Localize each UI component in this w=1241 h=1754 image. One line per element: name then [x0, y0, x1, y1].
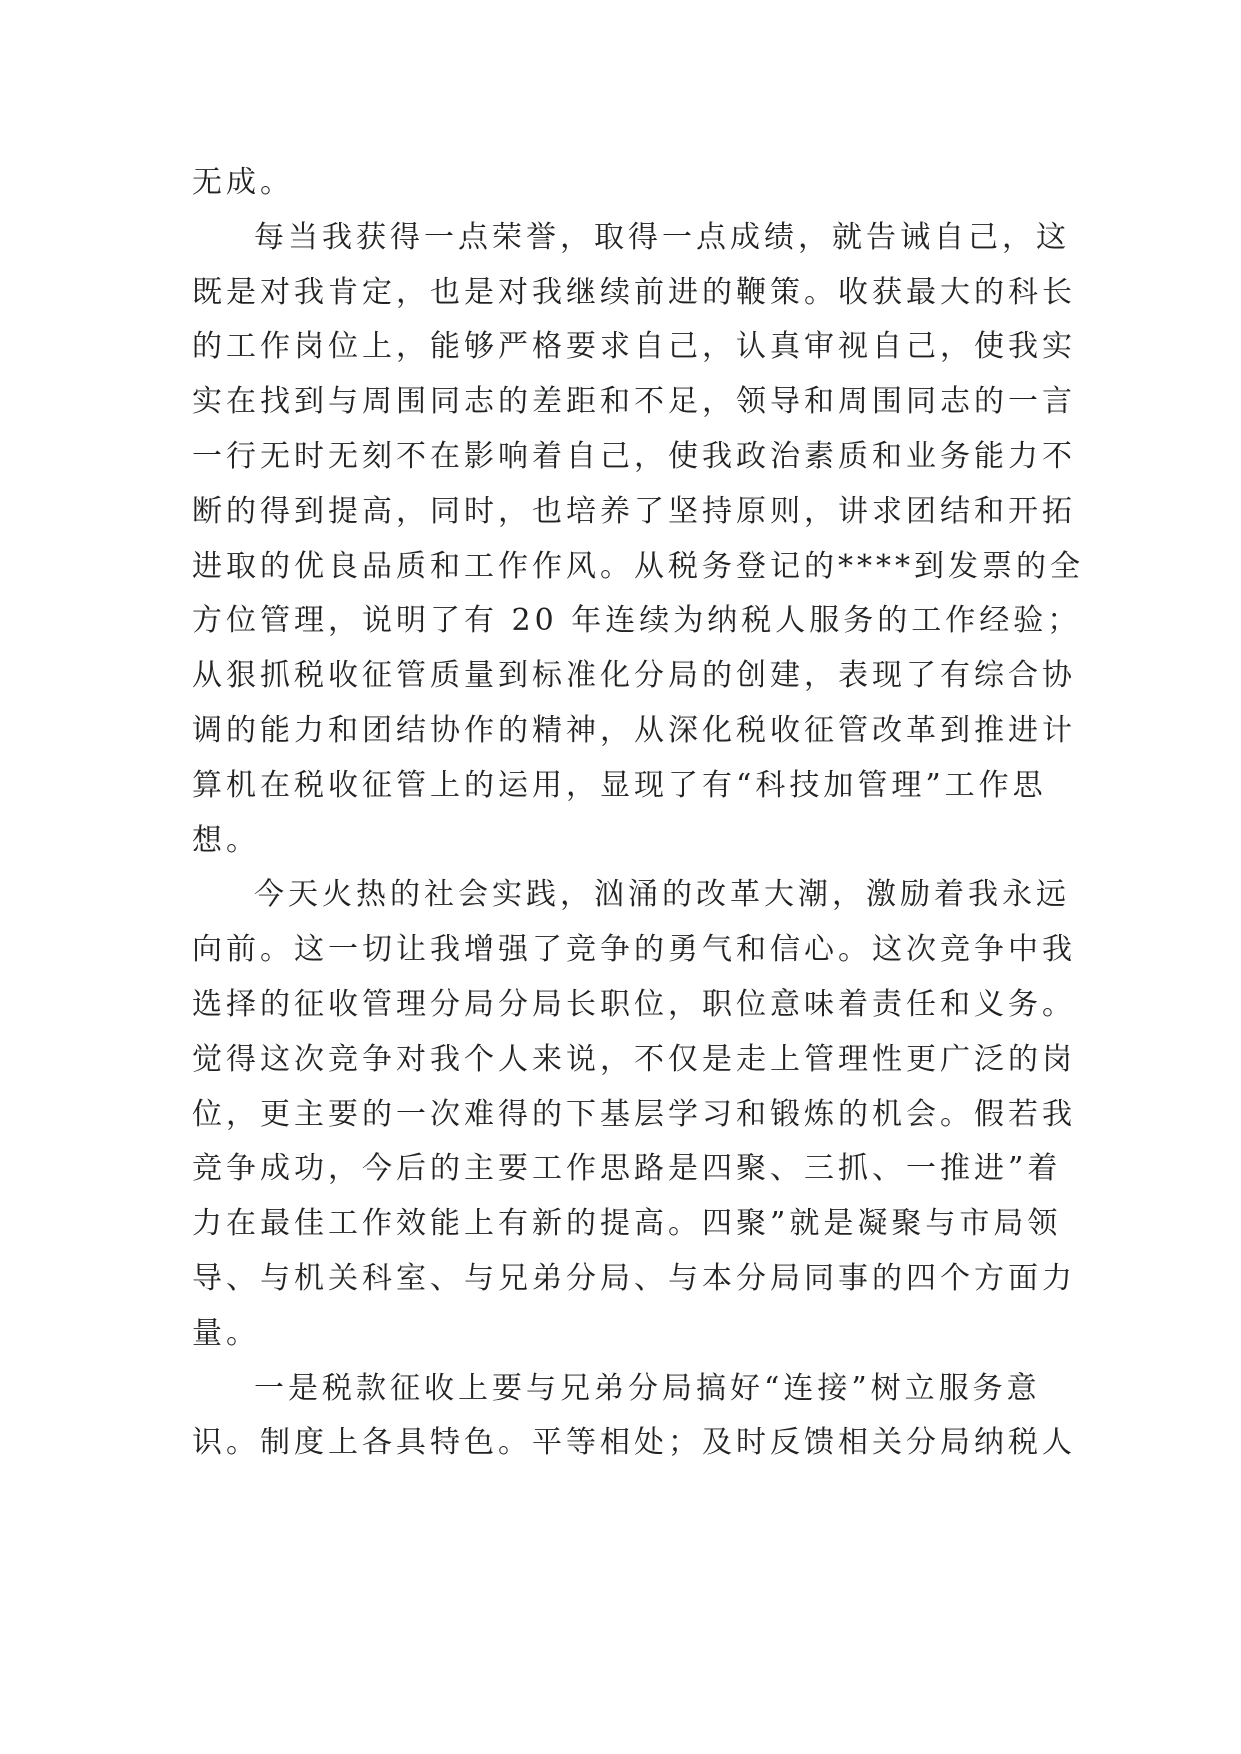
text-line: 位，更主要的一次难得的下基层学习和锻炼的机会。假若我 [192, 1096, 1076, 1132]
text-line: 识。制度上各具特色。平等相处；及时反馈相关分局纳税人 [192, 1425, 1076, 1461]
text-line: 一是税款征收上要与兄弟分局搞好“连接”树立服务意 [254, 1370, 1041, 1406]
text-line: 进取的优良品质和工作作风。从税务登记的****到发票的全 [192, 548, 1084, 584]
text-line: 今天火热的社会实践，汹涌的改革大潮，激励着我永远 [254, 877, 1070, 913]
text-line: 算机在税收征管上的运用，显现了有“科技加管理”工作思 [192, 767, 1047, 803]
text-line: 方位管理，说明了有 20 年连续为纳税人服务的工作经验； [192, 603, 1082, 639]
text-line: 向前。这一切让我增强了竞争的勇气和信心。这次竞争中我 [192, 932, 1076, 968]
text-line: 量。 [192, 1315, 260, 1351]
text-line: 力在最佳工作效能上有新的提高。四聚”就是凝聚与市局领 [192, 1206, 1062, 1242]
text-line: 竞争成功，今后的主要工作思路是四聚、三抓、一推进”着 [192, 1151, 1062, 1187]
document-body [192, 156, 1084, 1471]
text-line: 断的得到提高，同时，也培养了坚持原则，讲求团结和开拓 [192, 493, 1076, 529]
text-line: 一行无时无刻不在影响着自己，使我政治素质和业务能力不 [192, 438, 1076, 474]
text-line: 选择的征收管理分局分局长职位，职位意味着责任和义务。 [192, 986, 1076, 1022]
text-line: 调的能力和团结协作的精神，从深化税收征管改革到推进计 [192, 712, 1076, 748]
text-line: 无成。 [192, 165, 294, 200]
text-line: 从狠抓税收征管质量到标准化分局的创建，表现了有综合协 [192, 658, 1076, 694]
text-line: 每当我获得一点荣誉，取得一点成绩，就告诫自己，这 [254, 219, 1070, 255]
text-line: 觉得这次竞争对我个人来说，不仅是走上管理性更广泛的岗 [192, 1041, 1076, 1077]
text-line: 既是对我肯定，也是对我继续前进的鞭策。收获最大的科长 [192, 274, 1076, 310]
text-line: 想。 [192, 822, 260, 858]
text-line: 实在找到与周围同志的差距和不足，领导和周围同志的一言 [192, 384, 1076, 420]
text-line: 的工作岗位上，能够严格要求自己，认真审视自己，使我实 [192, 329, 1076, 365]
text-line: 导、与机关科室、与兄弟分局、与本分局同事的四个方面力 [192, 1260, 1076, 1296]
